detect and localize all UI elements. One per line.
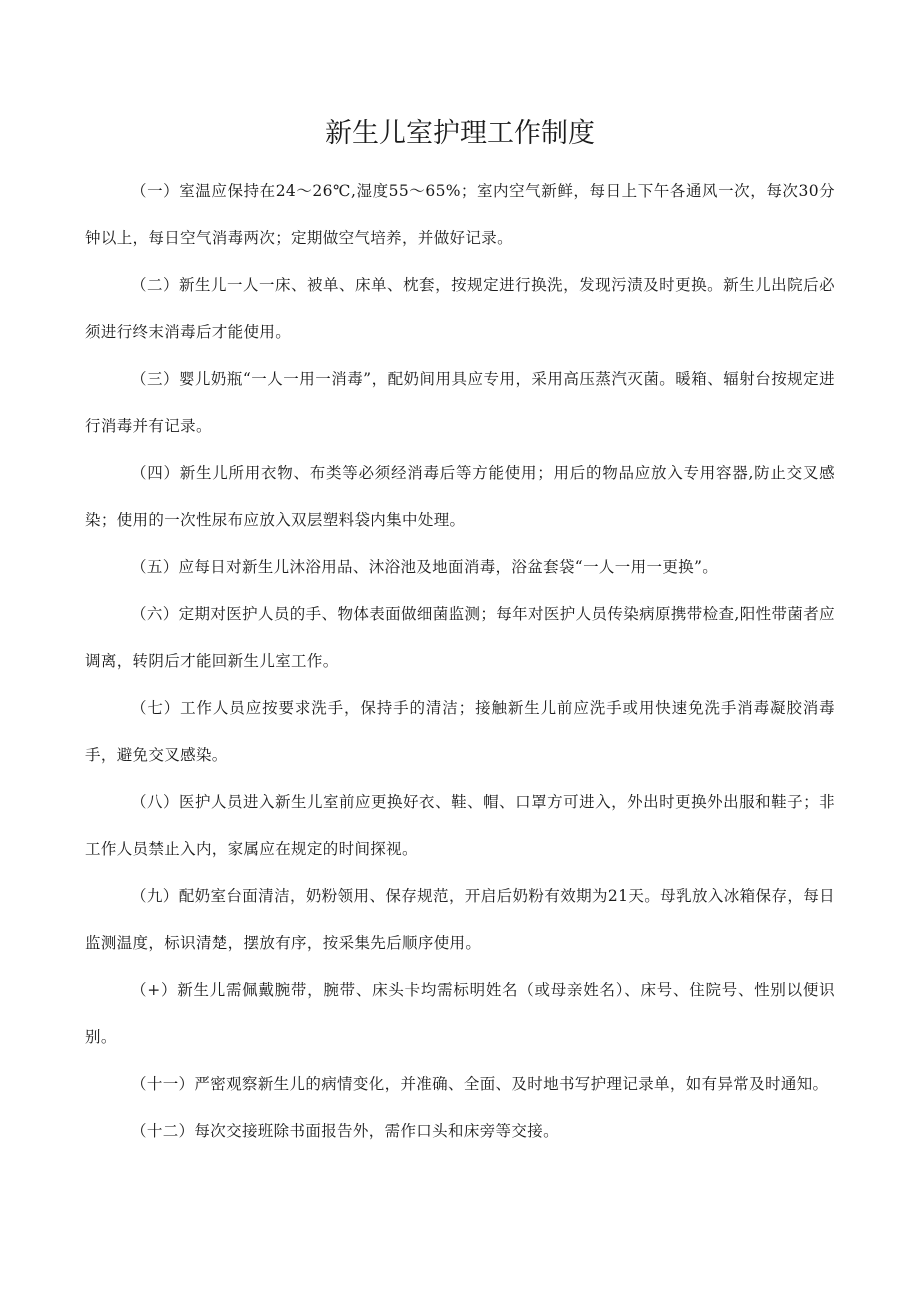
paragraph-3: （三）婴儿奶瓶“一人一用一消毒”，配奶间用具应专用，采用高压蒸汽灭菌。暖箱、辐射台按规定进行消毒并有记录。	[85, 370, 835, 435]
paragraph-9: （九）配奶室台面清洁，奶粉领用、保存规范，开启后奶粉有效期为21天。母乳放入冰箱保存，每日监测温度，标识清楚，摆放有序，按采集先后顺序使用。	[85, 887, 835, 952]
paragraph-10: （+）新生儿需佩戴腕带，腕带、床头卡均需标明姓名（或母亲姓名）、床号、住院号、性别以便识别。	[85, 981, 835, 1046]
paragraph-12: （十二）每次交接班除书面报告外，需作口头和床旁等交接。	[131, 1122, 559, 1140]
paragraph-1: （一）室温应保持在24～26℃,湿度55～65%；室内空气新鲜，每日上下午各通风一次，每次30分钟以上，每日空气消毒两次；定期做空气培养，并做好记录。	[85, 182, 835, 247]
paragraph-4: （四）新生儿所用衣物、布类等必须经消毒后等方能使用；用后的物品应放入专用容器,防止交叉感染；使用的一次性尿布应放入双层塑料袋内集中处理。	[85, 464, 835, 529]
document-body	[85, 168, 835, 1155]
paragraph-7: （七）工作人员应按要求洗手，保持手的清洁；接触新生儿前应洗手或用快速免洗手消毒凝胶消毒手，避免交叉感染。	[85, 699, 835, 764]
paragraph-8: （八）医护人员进入新生儿室前应更换好衣、鞋、帽、口罩方可进入，外出时更换外出服和鞋子；非工作人员禁止入内，家属应在规定的时间探视。	[85, 793, 835, 858]
paragraph-5: （五）应每日对新生儿沐浴用品、沐浴池及地面消毒，浴盆套袋“一人一用一更换”。	[131, 558, 719, 576]
paragraph-6: （六）定期对医护人员的手、物体表面做细菌监测；每年对医护人员传染病原携带检查,阳性带菌者应调离，转阴后才能回新生儿室工作。	[85, 605, 835, 670]
paragraph-2: （二）新生儿一人一床、被单、床单、枕套，按规定进行换洗，发现污渍及时更换。新生儿出院后必须进行终末消毒后才能使用。	[85, 276, 835, 341]
paragraph-11: （十一）严密观察新生儿的病情变化，并准确、全面、及时地书写护理记录单，如有异常及时通知。	[131, 1075, 829, 1093]
page-title: 新生儿室护理工作制度	[325, 118, 595, 149]
